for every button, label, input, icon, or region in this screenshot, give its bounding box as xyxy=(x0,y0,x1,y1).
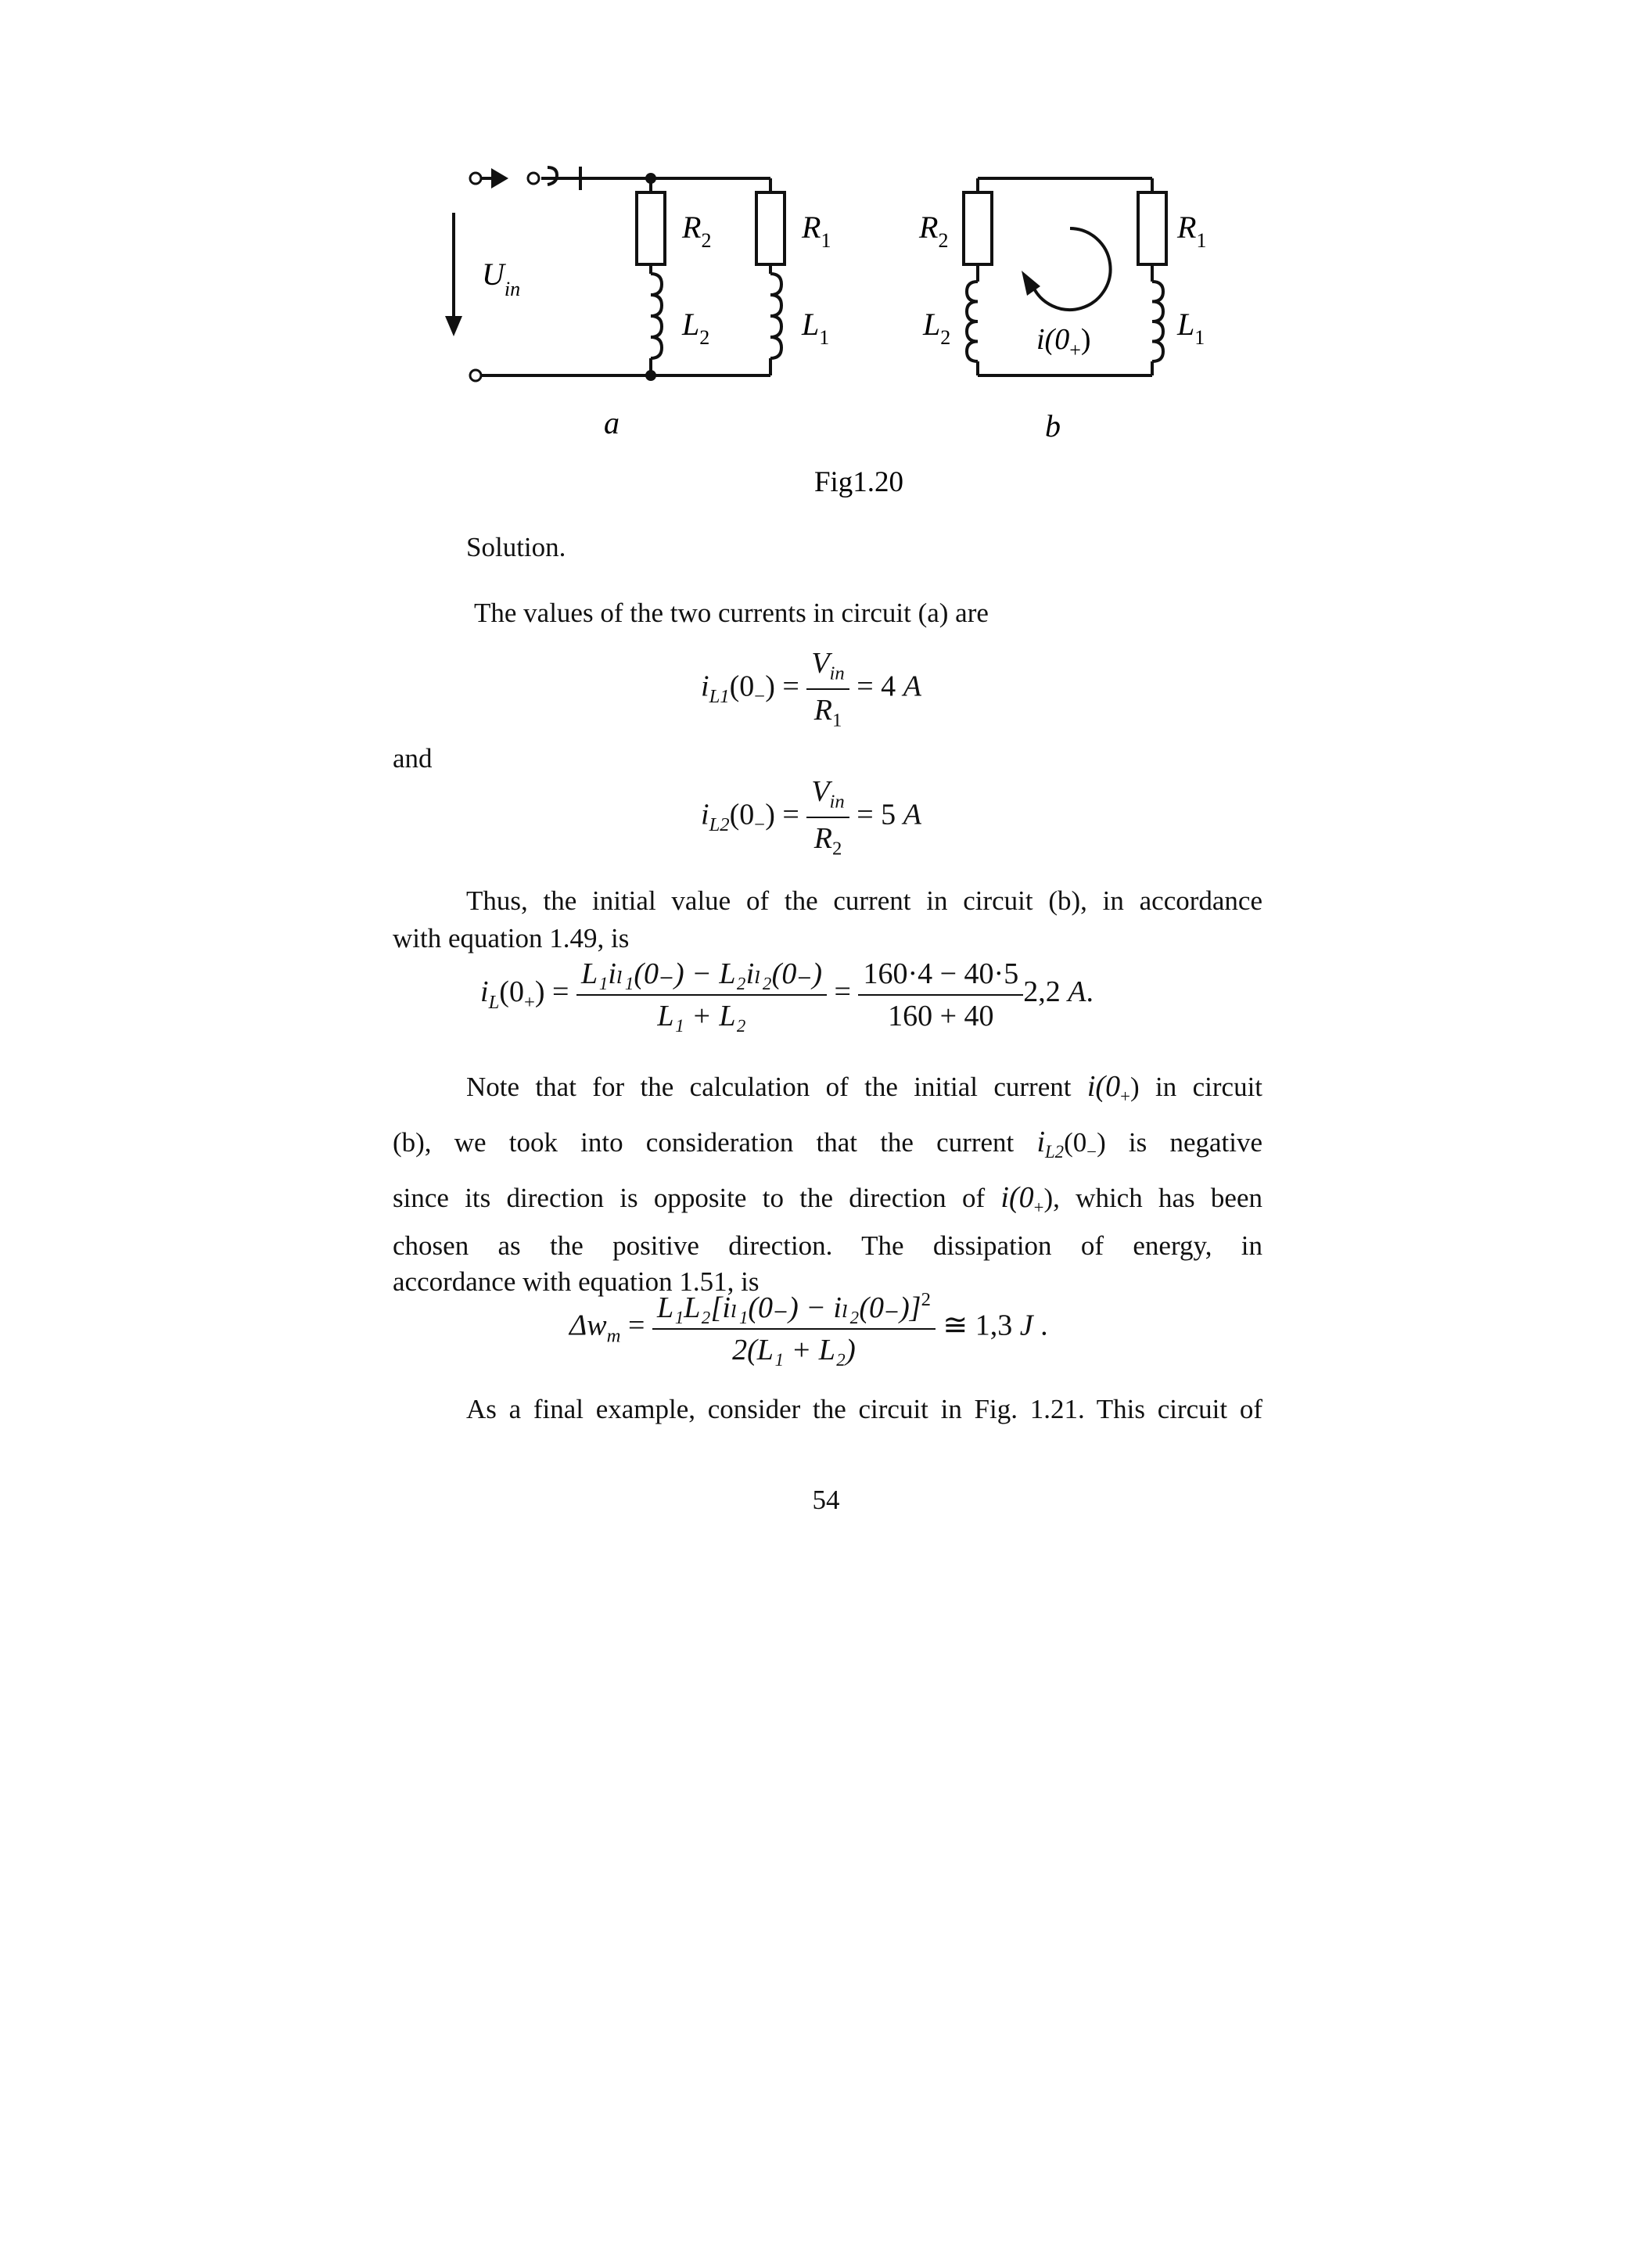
thus-paragraph xyxy=(393,882,1262,957)
page-number: 54 xyxy=(812,1485,840,1515)
label-r2-b: $R_2$ xyxy=(919,210,949,252)
junction-bottom xyxy=(645,370,656,381)
panel-label-b: b xyxy=(1045,408,1061,444)
label-r2-a: $R_2$ xyxy=(682,210,712,252)
note-line-3: since its direction is opposite to the direction of $i(0_+)$, which has been xyxy=(393,1180,1262,1217)
thus-line-2: with equation 1.49, is xyxy=(393,923,630,953)
thus-line-1: Thus, the initial value of the current in circuit (b), in accordance xyxy=(466,885,1262,916)
figure-caption: Fig1.20 xyxy=(813,466,904,498)
resistor-r2-b xyxy=(964,192,992,264)
terminal-bottom xyxy=(470,370,481,381)
eq4-fraction: $\frac{L_1L_2[i_{l1}(0_-) - i_{l2}(0_-)]^2}{\text{2(L₁ + L₂)}}$ xyxy=(652,1289,936,1367)
equation-il2: $i_{L2}(0_-)$ = $\frac{V_{in}}{R_2}$ = 5 A xyxy=(701,775,921,860)
inductor-l2-a xyxy=(651,274,662,358)
voltage-arrow-head xyxy=(445,316,462,336)
junction-top xyxy=(645,173,656,184)
switch-icon xyxy=(548,167,557,185)
inductor-l2-b xyxy=(967,282,978,361)
final-paragraph xyxy=(393,1391,1262,1428)
eq3-fraction-numeric: $\frac{160\cdot 4 - 40\cdot 5}{160 + 40}$ xyxy=(858,957,1023,1033)
final-line-1: As a final example, consider the circuit in Fig. 1.21. This circuit of xyxy=(466,1394,1262,1424)
label-l2-b: $L_2$ xyxy=(923,307,951,349)
equation-energy-dissipation: $\Delta w_m$ = $\frac{L_1L_2[i_{l1}(0_-) - i_{l2}(0_-)]^2}{\text{2(L₁ + L₂)}}$ ≅ 1,3 J . xyxy=(569,1289,1048,1366)
label-r1-b: $R_1$ xyxy=(1177,210,1207,252)
label-loop-current: $i(0_+)$ xyxy=(1036,323,1091,361)
label-u-in: $U_{in}$ xyxy=(482,257,521,300)
label-l1-a: $L_1$ xyxy=(802,307,830,349)
note-line-2: (b), we took into consideration that the current $i_{L2}(0_-)$ is negative xyxy=(393,1125,1263,1162)
equation-il-initial: $i_L(0_+)$ = $\frac{\text{L₁iₗ₁(0₋) − L₂iₗ₂(0₋)}}{\text{L₁ + L₂}}$ = $\frac{160\cdot 4 - 40\cdot 5}{160 + 40}$ 2,2 A. xyxy=(480,957,1094,1032)
terminal-top xyxy=(470,173,481,184)
equation-il1: $i_{L1}(0_-)$ = $\frac{V_{in}}{R_1}$ = 4 A xyxy=(701,647,921,731)
label-r1-a: $R_1$ xyxy=(802,210,831,252)
switch-contact xyxy=(528,173,539,184)
eq1-fraction: $\frac{V_{in}}{R_1}$ xyxy=(806,646,849,731)
note-line-1: Note that for the calculation of the initial current $i(0_+)$ in circuit xyxy=(466,1070,1263,1106)
eq3-fraction-symbolic: $\frac{\text{L₁iₗ₁(0₋) − L₂iₗ₂(0₋)}}{\text{L₁ + L₂}}$ xyxy=(576,956,827,1033)
resistor-r1-a xyxy=(756,192,785,264)
intro-text: The values of the two currents in circuit (a) are xyxy=(474,598,989,628)
note-line-4: chosen as the positive direction. The dissipation of energy, in xyxy=(393,1230,1262,1261)
note-line-5: accordance with equation 1.51, is xyxy=(393,1266,760,1297)
resistor-r2-a xyxy=(637,192,665,264)
and-text: and xyxy=(393,743,433,774)
eq2-fraction: $\frac{V_{in}}{R_2}$ xyxy=(806,774,849,860)
note-paragraph xyxy=(393,1064,1262,1299)
resistor-r1-b xyxy=(1138,192,1166,264)
circuit-figure xyxy=(0,0,1602,498)
inductor-l1-a xyxy=(770,274,781,358)
solution-heading: Solution. xyxy=(466,532,566,562)
loop-current-arc xyxy=(1032,228,1111,310)
switch-arrow-icon xyxy=(491,168,508,189)
inductor-l1-b xyxy=(1152,282,1163,361)
label-l1-b: $L_1$ xyxy=(1177,307,1205,349)
label-l2-a: $L_2$ xyxy=(682,307,710,349)
circuit-a-wires xyxy=(471,167,770,375)
panel-label-a: a xyxy=(604,405,620,440)
